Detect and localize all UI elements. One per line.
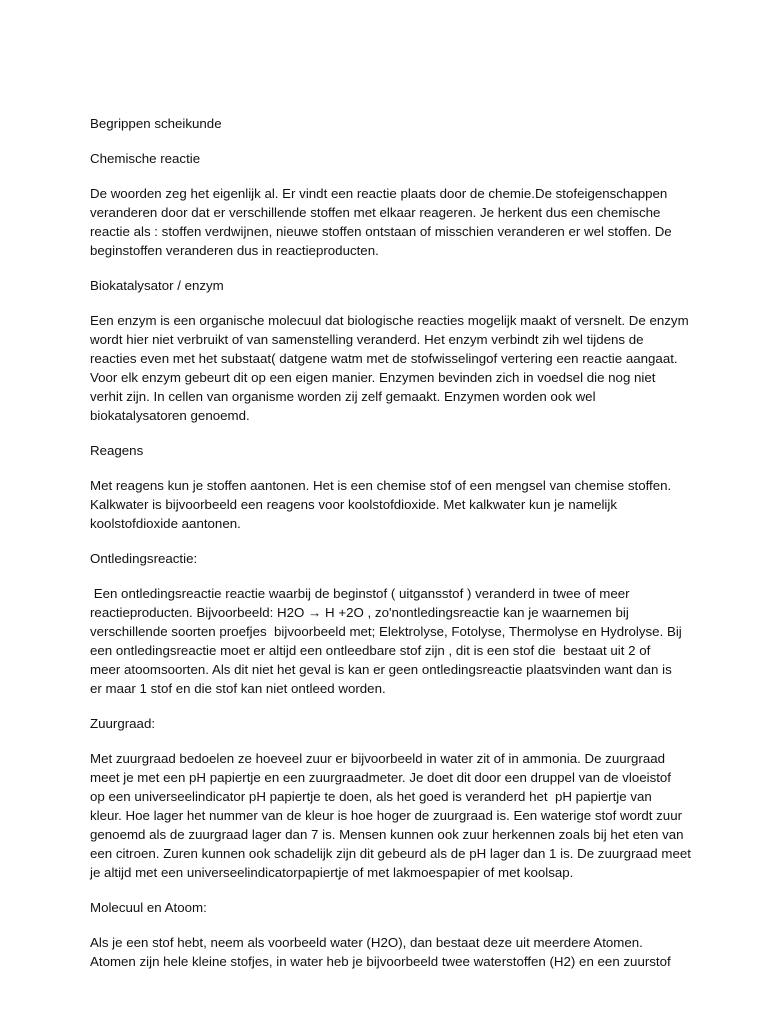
paragraph-line: reactie als : stoffen verdwijnen, nieuwe stoffen ontstaan of misschien veranderen er wel stoffen. De [90,224,672,239]
section-paragraph [90,184,690,260]
paragraph-line: meer atoomsoorten. Als dit niet het geval is kan er geen ontledingsreactie plaatsvinden want dan is [90,662,672,677]
paragraph-line: wordt hier niet verbruikt of van samenstelling veranderd. Het enzym verbindt zih wel tijdens de [90,332,644,347]
paragraph-line: genoemd als de zuurgraad lager dan 7 is. Mensen kunnen ook zuur herkennen zoals bij het eten van [90,827,684,842]
section-chemische-reactie [90,149,690,260]
section-heading: Zuurgraad: [90,716,156,731]
paragraph-line: reacties even met het substaat( datgene watm met de stofwisselingof vertering een reactie aangaat. [90,351,678,366]
paragraph-line: een citroen. Zuren kunnen ook schadelijk zijn dit gebeurd als de pH lager dan 1 is. De zuurgraad meet [90,846,691,861]
paragraph-line: veranderen door dat er verschillende stoffen met elkaar reageren. Je herkent dus een chemische [90,205,661,220]
paragraph-line: Een enzym is een organische molecuul dat biologische reacties mogelijk maakt of versnelt. De enzym [90,313,689,328]
paragraph-line: Met reagens kun je stoffen aantonen. Het is een chemise stof of een mengsel van chemise stoffen. [90,478,672,493]
paragraph-line: beginstoffen veranderen dus in reactieproducten. [90,243,379,258]
section-molecuul-en-atoom [90,898,690,971]
paragraph-line: Een ontledingsreactie reactie waarbij de beginstof ( uitgansstof ) veranderd in twee of meer [90,586,630,601]
section-ontledingsreactie [90,549,690,698]
paragraph-line: Kalkwater is bijvoorbeeld een reagens voor koolstofdioxide. Met kalkwater kun je namelijk [90,497,617,512]
section-heading: Chemische reactie [90,151,201,166]
section-paragraph [90,749,690,882]
document-page [90,114,690,987]
paragraph-line: meet je met een pH papiertje en een zuurgraadmeter. Je doet dit door een druppel van de vloeistof [90,770,671,785]
paragraph-line: Met zuurgraad bedoelen ze hoeveel zuur er bijvoorbeeld in water zit of in ammonia. De zuurgraad [90,751,666,766]
paragraph-line: er maar 1 stof en die stof kan niet ontleed worden. [90,681,386,696]
paragraph-line: Atomen zijn hele kleine stofjes, in water heb je bijvoorbeeld twee waterstoffen (H2) en een zuurstof [90,954,671,969]
section-reagens [90,441,690,533]
section-zuurgraad [90,714,690,882]
section-paragraph [90,476,690,533]
section-heading: Biokatalysator / enzym [90,278,224,293]
paragraph-line: Voor elk enzym gebeurt dit op een eigen manier. Enzymen bevinden zich in voedsel die nog niet [90,370,656,385]
paragraph-line: koolstofdioxide aantonen. [90,516,241,531]
section-heading: Molecuul en Atoom: [90,900,207,915]
section-heading: Reagens [90,443,144,458]
section-paragraph [90,311,690,425]
paragraph-line: een ontledingsreactie moet er altijd een ontleedbare stof zijn , dit is een stof die bestaat uit 2 of [90,643,651,658]
section-heading: Ontledingsreactie: [90,551,198,566]
paragraph-line: verhit zijn. In cellen van organisme worden zij zelf gemaakt. Enzymen worden ook wel [90,389,596,404]
document-title: Begrippen scheikunde [90,116,222,131]
paragraph-line: reactieproducten. Bijvoorbeeld: H2O → H +2O , zo'nontledingsreactie kan je waarnemen bij [90,605,629,620]
paragraph-line: De woorden zeg het eigenlijk al. Er vindt een reactie plaats door de chemie.De stofeigenschappen [90,186,668,201]
paragraph-line: Als je een stof hebt, neem als voorbeeld water (H2O), dan bestaat deze uit meerdere Atomen. [90,935,643,950]
paragraph-line: je altijd met een universeelindicatorpapiertje of met lakmoespapier of met koolsap. [90,865,574,880]
section-paragraph [90,933,690,971]
paragraph-line: biokatalysatoren genoemd. [90,408,250,423]
paragraph-line: op een universeelindicator pH papiertje te doen, als het goed is veranderd het pH papiertje van [90,789,652,804]
section-paragraph [90,584,690,698]
paragraph-line: verschillende soorten proefjes bijvoorbeeld met; Elektrolyse, Fotolyse, Thermolyse en Hydrolyse. Bij [90,624,682,639]
paragraph-line: kleur. Hoe lager het nummer van de kleur is hoe hoger de zuurgraad is. Een waterige stof wordt zuur [90,808,683,823]
section-biokatalysator [90,276,690,425]
